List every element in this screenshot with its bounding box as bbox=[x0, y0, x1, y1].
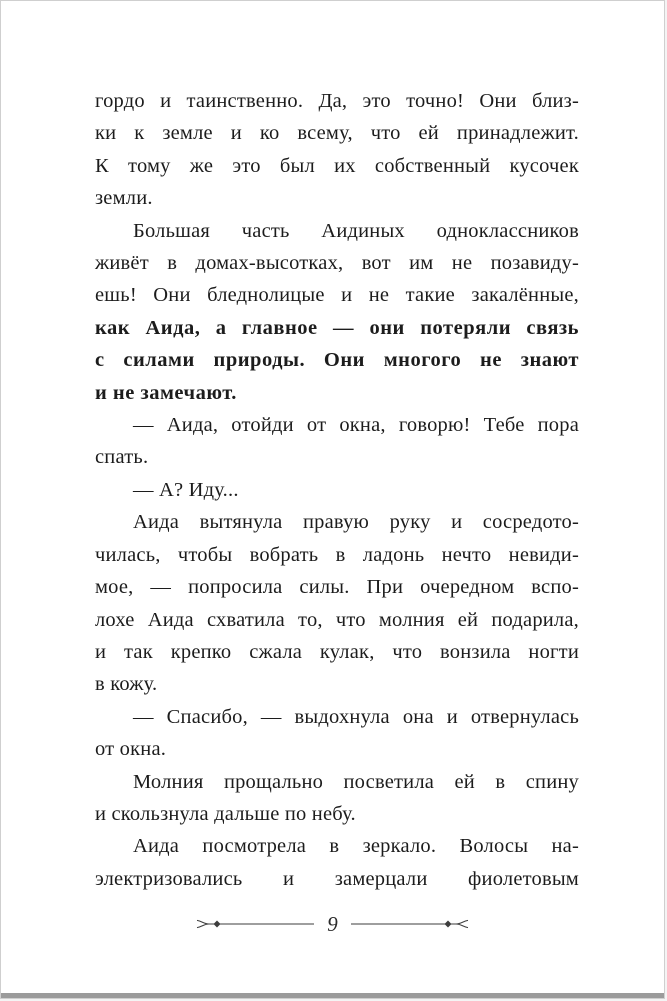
page-edge bbox=[1, 993, 664, 998]
text-line: — Аида, отойди от окна, говорю! Тебе пора bbox=[133, 414, 579, 437]
text-line: ешь! Они бледнолицые и не такие закалённые, bbox=[95, 284, 579, 307]
text-line: Аида посмотрела в зеркало. Волосы на- bbox=[133, 835, 579, 858]
text-line: К тому же это был их собственный кусочек bbox=[95, 154, 579, 177]
text-line: ки к земле и ко всему, что ей принадлежит. bbox=[95, 122, 579, 145]
paragraph bbox=[95, 474, 579, 506]
text-line: в кожу. bbox=[95, 673, 158, 696]
paragraph bbox=[95, 701, 579, 766]
text-line: электризовались и замерцали фиолетовым bbox=[95, 867, 579, 890]
text-line: лохе Аида схватила то, что молния ей подарила, bbox=[95, 608, 579, 631]
paragraph bbox=[95, 85, 579, 215]
paragraph bbox=[95, 215, 579, 409]
flourish-right-icon bbox=[350, 918, 470, 930]
text-line: Молния прощально посветила ей в спину bbox=[133, 770, 579, 793]
text-line: от окна. bbox=[95, 738, 167, 761]
text-line: — А? Иду... bbox=[133, 478, 239, 501]
text-line: и скользнула дальше по небу. bbox=[95, 802, 356, 825]
text-line: Аида вытянула правую руку и сосредото- bbox=[133, 511, 579, 534]
text-line: живёт в домах-высотках, вот им не позавиду- bbox=[95, 252, 579, 275]
text-line: Большая часть Аидиных одноклассников bbox=[133, 219, 579, 242]
paragraph bbox=[95, 766, 579, 831]
text-line: и не замечают. bbox=[95, 381, 237, 404]
text-line: — Спасибо, — выдохнула она и отвернулась bbox=[133, 705, 579, 728]
text-line: чилась, чтобы вобрать в ладонь нечто невиди- bbox=[95, 543, 579, 566]
paragraph bbox=[95, 506, 579, 700]
paragraph bbox=[95, 830, 579, 895]
text-line: мое, — попросила силы. При очередном вспо- bbox=[95, 576, 579, 599]
text-block bbox=[95, 85, 579, 895]
footer-ornament bbox=[1, 909, 664, 939]
text-line: как Аида, а главное — они потеряли связь bbox=[95, 316, 579, 339]
flourish-left-icon bbox=[195, 918, 315, 930]
paragraph bbox=[95, 409, 579, 474]
text-line: земли. bbox=[95, 187, 153, 210]
page-number: 9 bbox=[327, 911, 338, 936]
text-line: гордо и таинственно. Да, это точно! Они близ- bbox=[95, 90, 579, 112]
text-line: спать. bbox=[95, 446, 149, 469]
text-line: и так крепко сжала кулак, что вонзила ногти bbox=[95, 640, 579, 663]
text-line: с силами природы. Они многого не знают bbox=[95, 349, 579, 372]
